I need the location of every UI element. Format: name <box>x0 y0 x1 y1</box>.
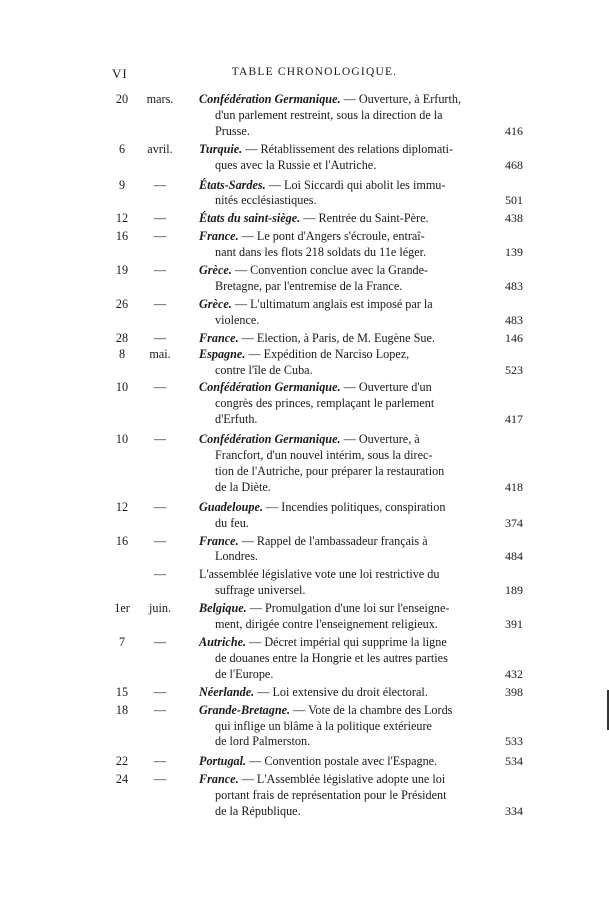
chronology-entry <box>104 754 523 770</box>
entry-date <box>104 211 199 227</box>
page-header <box>112 66 517 86</box>
chronology-entry <box>104 330 523 347</box>
chronology-entry <box>104 499 523 532</box>
entry-text: violence. <box>215 312 260 327</box>
entry-body <box>199 703 519 751</box>
entry-country: Turquie. <box>199 141 243 156</box>
entry-text: tion de l'Autriche, pour préparer la restauration <box>215 463 445 478</box>
page-reference: 432 <box>505 666 523 681</box>
entry-body <box>199 347 519 379</box>
entry-date <box>104 772 199 788</box>
entry-month: — <box>153 567 167 582</box>
entry-country: Néerlande. <box>199 684 255 699</box>
entry-day: 7 <box>118 635 126 649</box>
entry-line <box>199 142 513 158</box>
entry-day: 9 <box>118 177 126 192</box>
entry-line <box>199 583 513 599</box>
page-reference: 418 <box>505 479 523 494</box>
entry-month: — <box>153 380 167 395</box>
entry-text: — Rappel de l'ambassadeur français à <box>241 533 428 548</box>
entry-text: — Le pont d'Angers s'écroule, entraî- <box>241 229 425 244</box>
entry-country: France. <box>199 330 239 345</box>
entry-month: — <box>153 635 167 649</box>
entry-country: États du saint-siège. <box>199 211 301 226</box>
page-reference: 534 <box>505 754 523 769</box>
entry-text: — Décret impérial qui supprime la ligne <box>249 635 447 649</box>
entry-body <box>199 685 519 701</box>
entry-line <box>199 297 513 313</box>
entry-day: 15 <box>115 684 129 699</box>
entry-day: 10 <box>115 432 129 447</box>
entry-line <box>199 363 513 379</box>
entry-day: 28 <box>115 330 129 345</box>
entry-text: — Convention postale avec l'Espagne. <box>249 754 438 769</box>
page-reference: 483 <box>505 278 523 293</box>
entry-text: de douanes entre la Hongrie et les autres parties <box>215 650 448 665</box>
entry-text: nant dans les flots 218 soldats du 11e léger. <box>215 245 427 260</box>
entry-line <box>199 601 513 617</box>
entry-line <box>199 534 513 550</box>
entry-month: — <box>153 754 167 769</box>
entry-date <box>104 601 199 617</box>
entry-date <box>104 500 199 516</box>
entry-line <box>199 804 513 820</box>
entry-month: — <box>153 177 167 192</box>
entry-text: Francfort, d'un nouvel intérim, sous la direc- <box>215 448 433 463</box>
entry-line <box>199 719 513 735</box>
entry-line <box>199 158 513 174</box>
entry-month: avril. <box>147 141 173 156</box>
entry-country: France. <box>199 772 239 787</box>
entry-month: mars. <box>146 92 174 106</box>
entry-body <box>199 635 519 683</box>
entry-date <box>104 178 199 194</box>
entry-line <box>199 754 513 770</box>
entry-line <box>199 703 513 719</box>
entry-text: — Promulgation d'une loi sur l'enseigne- <box>249 601 450 616</box>
entry-text: ques avec la Russie et l'Autriche. <box>215 157 377 172</box>
entry-text: congrès des princes, remplaçant le parlement <box>215 396 435 411</box>
entry-text: — Expédition de Narciso Lopez, <box>248 346 410 361</box>
page-reference: 533 <box>505 734 523 749</box>
entry-text: Londres. <box>215 549 258 564</box>
entry-line <box>199 772 513 788</box>
entry-body <box>199 142 519 174</box>
page-reference: 391 <box>505 617 523 632</box>
chronology-entry <box>104 141 523 174</box>
page-reference: 468 <box>505 157 523 172</box>
entry-body <box>199 229 519 261</box>
entry-line <box>199 396 513 412</box>
entry-text: qui inflige un blâme à la politique extérieure <box>215 718 432 733</box>
entry-line <box>199 245 513 261</box>
entry-line <box>199 500 513 516</box>
page-reference: 374 <box>505 515 523 530</box>
chronology-entry <box>104 635 523 683</box>
entry-text: — Election, à Paris, de M. Eugène Sue. <box>241 330 435 345</box>
entry-text: — Loi Siccardi qui abolit les immu- <box>268 177 446 192</box>
entry-day: 1er <box>114 601 130 616</box>
entry-text: — L'Assemblée législative adopte une loi <box>241 772 446 787</box>
entry-body <box>199 92 519 140</box>
entry-text: Bretagne, par l'entremise de la France. <box>215 278 403 293</box>
chronology-entry <box>104 296 523 329</box>
entry-day: 20 <box>115 92 129 106</box>
entry-day: 16 <box>115 533 129 548</box>
entry-date <box>104 380 199 396</box>
entry-text: Prusse. <box>215 123 250 138</box>
entry-text: de la Diète. <box>215 479 271 494</box>
entry-month: — <box>153 211 167 226</box>
entry-country: Grèce. <box>199 296 232 311</box>
entry-line <box>199 448 513 464</box>
chronology-entry <box>104 92 523 140</box>
entry-day: 6 <box>118 141 126 156</box>
entry-line <box>199 108 513 124</box>
entry-body <box>199 331 519 347</box>
entry-date <box>104 92 199 108</box>
entry-country: Confédération Germanique. <box>199 432 341 447</box>
entry-body <box>199 432 519 496</box>
entry-country: Confédération Germanique. <box>199 380 341 395</box>
page-reference: 523 <box>505 362 523 377</box>
entry-day: 16 <box>115 229 129 244</box>
chronology-table <box>104 92 523 820</box>
entry-text: du feu. <box>215 515 249 530</box>
entry-month: — <box>153 499 167 514</box>
entry-body <box>199 534 519 566</box>
page-reference: 483 <box>505 312 523 327</box>
chronology-entry <box>104 177 523 210</box>
entry-day: 10 <box>115 380 129 395</box>
entry-country: Grande-Bretagne. <box>199 702 291 717</box>
chronology-entry <box>104 772 523 820</box>
running-title: TABLE CHRONOLOGIQUE. <box>231 66 398 78</box>
entry-text: — Incendies politiques, conspiration <box>266 499 446 514</box>
entry-date <box>104 331 199 347</box>
entry-text: nités ecclésiastiques. <box>215 193 317 208</box>
entry-line <box>199 464 513 480</box>
entry-body <box>199 380 519 428</box>
entry-country: Espagne. <box>199 346 246 361</box>
entry-day: 12 <box>115 499 129 514</box>
entry-country: Belgique. <box>199 601 247 616</box>
entry-month: — <box>153 432 167 447</box>
entry-body <box>199 601 519 633</box>
entry-date <box>104 534 199 550</box>
entry-text: — Ouverture d'un <box>343 380 432 395</box>
entry-line <box>199 567 513 583</box>
chronology-entry <box>104 432 523 496</box>
page-reference: 484 <box>505 549 523 564</box>
entry-text: portant frais de représentation pour le Président <box>215 788 447 803</box>
entry-date <box>104 142 199 158</box>
entry-day: 26 <box>115 296 129 311</box>
entry-month: — <box>153 772 167 787</box>
entry-country: Confédération Germanique. <box>199 92 341 106</box>
entry-date <box>104 685 199 701</box>
page-reference: 189 <box>505 583 523 598</box>
entry-day: 22 <box>115 754 129 769</box>
entry-month: mai. <box>149 346 171 361</box>
chronology-entry <box>104 346 523 379</box>
entry-day: 8 <box>118 346 126 361</box>
entry-text: de la République. <box>215 804 301 819</box>
entry-day: 19 <box>115 263 129 278</box>
entry-date <box>104 754 199 770</box>
entry-line <box>199 617 513 633</box>
page-reference: 334 <box>505 804 523 819</box>
entry-line <box>199 229 513 245</box>
entry-body <box>199 297 519 329</box>
entry-date <box>104 567 199 583</box>
entry-line <box>199 313 513 329</box>
entry-month: — <box>153 263 167 278</box>
page-number: VI <box>112 66 128 81</box>
entry-body <box>199 772 519 820</box>
entry-month: — <box>153 330 167 345</box>
entry-text: — Ouverture, à <box>343 432 420 447</box>
entry-month: juin. <box>148 601 171 616</box>
entry-country: France. <box>199 533 239 548</box>
entry-line <box>199 412 513 428</box>
entry-month: — <box>153 702 167 717</box>
entry-line <box>199 193 513 209</box>
entry-line <box>199 380 513 396</box>
entry-country: Autriche. <box>199 635 247 649</box>
entry-line <box>199 263 513 279</box>
chronology-entry <box>104 567 523 599</box>
entry-date <box>104 263 199 279</box>
entry-text: de lord Palmerston. <box>215 734 311 749</box>
entry-line <box>199 480 513 496</box>
chronology-entry <box>104 211 523 227</box>
entry-country: Portugal. <box>199 754 247 769</box>
entry-day: 18 <box>115 702 129 717</box>
entry-date <box>104 703 199 719</box>
entry-line <box>199 347 513 363</box>
page-reference: 438 <box>505 211 523 226</box>
chronology-entry <box>104 263 523 295</box>
page-reference: 146 <box>505 330 523 345</box>
entry-line <box>199 432 513 448</box>
chronology-entry <box>104 533 523 566</box>
entry-line <box>199 516 513 532</box>
entry-line <box>199 92 513 108</box>
entry-body <box>199 178 519 210</box>
chronology-entry <box>104 380 523 428</box>
entry-text: d'Erfuth. <box>215 412 258 427</box>
entry-date <box>104 635 199 651</box>
entry-month: — <box>153 684 167 699</box>
entry-line <box>199 211 513 227</box>
page-reference: 139 <box>505 245 523 260</box>
page-reference: 501 <box>505 193 523 208</box>
chronology-entry <box>104 684 523 701</box>
entry-line <box>199 124 513 140</box>
entry-line <box>199 549 513 565</box>
entry-text: ment, dirigée contre l'enseignement religieux. <box>215 617 438 632</box>
entry-body <box>199 754 519 770</box>
entry-text: — Loi extensive du droit électoral. <box>257 684 428 699</box>
entry-text: — L'ultimatum anglais est imposé par la <box>234 296 433 311</box>
entry-text: L'assemblée législative vote une loi restrictive du <box>199 567 440 582</box>
page-reference: 398 <box>505 684 523 699</box>
entry-text: contre l'île de Cuba. <box>215 362 313 377</box>
entry-date <box>104 347 199 363</box>
entry-body <box>199 211 519 227</box>
entry-country: Grèce. <box>199 263 232 278</box>
entry-country: Guadeloupe. <box>199 499 263 514</box>
entry-date <box>104 297 199 313</box>
entry-body <box>199 263 519 295</box>
entry-date <box>104 432 199 448</box>
entry-day <box>104 567 140 583</box>
entry-body <box>199 567 519 599</box>
entry-line <box>199 667 513 683</box>
entry-day: 12 <box>115 211 129 226</box>
entry-body <box>199 500 519 532</box>
entry-month: — <box>153 229 167 244</box>
chronology-entry <box>104 601 523 633</box>
entry-line <box>199 635 513 651</box>
entry-line <box>199 178 513 194</box>
entry-text: de l'Europe. <box>215 666 274 681</box>
entry-text: — Ouverture, à Erfurth, <box>343 92 462 106</box>
entry-text: — Vote de la chambre des Lords <box>293 702 453 717</box>
entry-line <box>199 734 513 750</box>
entry-text: d'un parlement restreint, sous la direction de la <box>215 107 443 122</box>
entry-text: — Convention conclue avec la Grande- <box>234 263 429 278</box>
entry-line <box>199 331 513 347</box>
entry-date <box>104 229 199 245</box>
entry-text: — Rétablissement des relations diplomati- <box>245 141 454 156</box>
page-reference: 416 <box>505 123 523 138</box>
chronology-entry <box>104 229 523 261</box>
entry-day: 24 <box>115 772 129 787</box>
page-reference: 417 <box>505 412 523 427</box>
entry-line <box>199 685 513 701</box>
entry-line <box>199 651 513 667</box>
entry-month: — <box>153 296 167 311</box>
entry-country: France. <box>199 229 239 244</box>
entry-text: suffrage universel. <box>215 583 306 598</box>
chronology-entry <box>104 702 523 751</box>
entry-text: — Rentrée du Saint-Père. <box>303 211 429 226</box>
entry-country: États-Sardes. <box>199 177 266 192</box>
entry-line <box>199 788 513 804</box>
entry-month: — <box>153 533 167 548</box>
entry-line <box>199 279 513 295</box>
